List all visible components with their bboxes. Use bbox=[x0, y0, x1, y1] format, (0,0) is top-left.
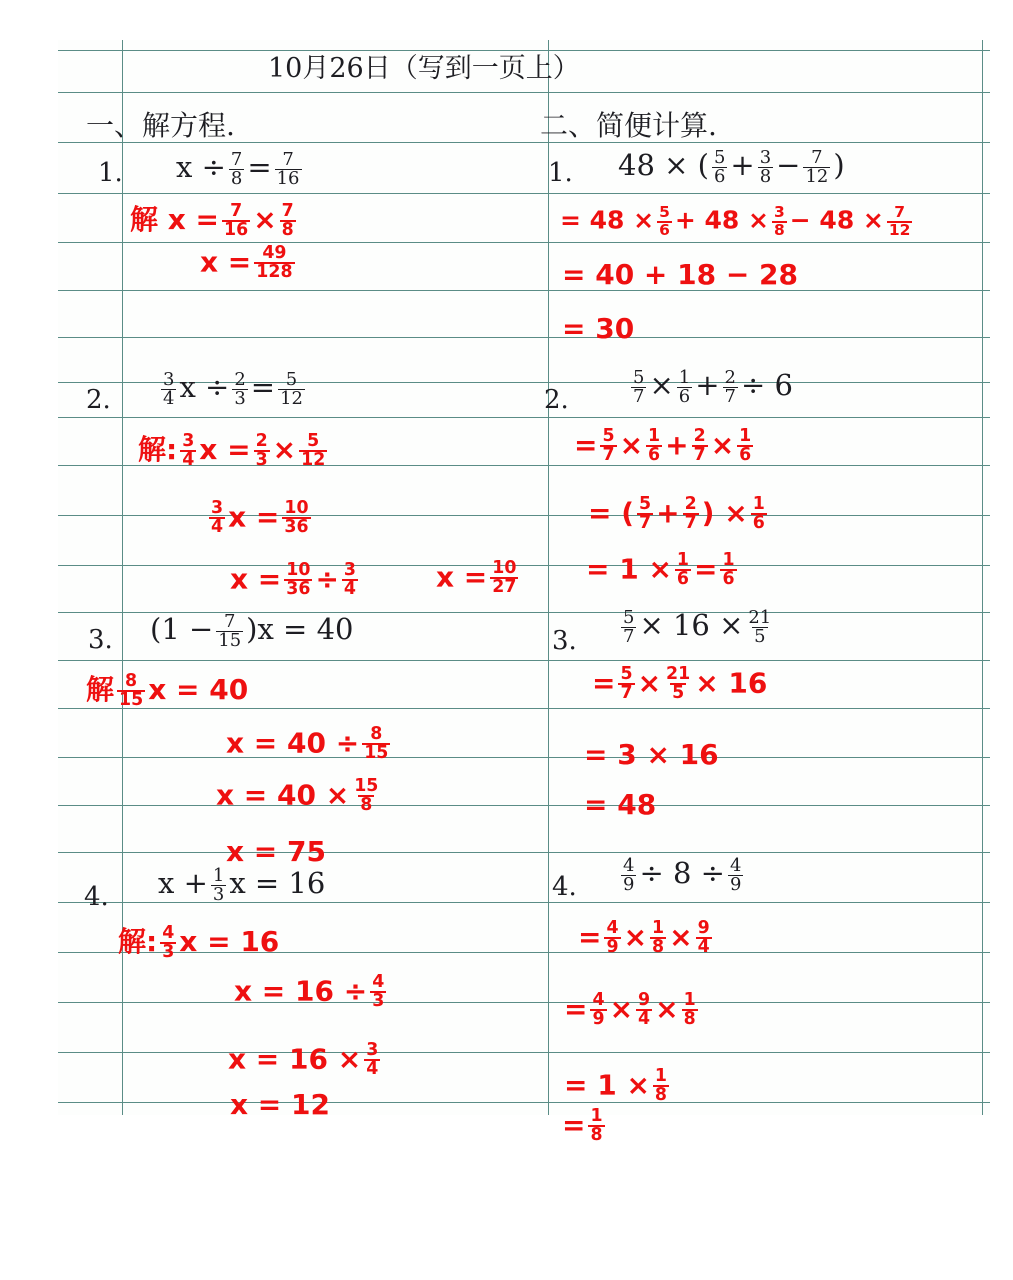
fraction: $\frac{7}{12}$ bbox=[805, 146, 829, 187]
ruled-line bbox=[58, 1002, 990, 1003]
ruled-line bbox=[58, 757, 990, 758]
solution-line: 解 x = $\frac{7}{16}$ × $\frac{7}{8}$ bbox=[130, 200, 294, 240]
equation: x + $\frac{1}{3}$ x = 16 bbox=[158, 864, 326, 905]
fraction: $\frac{1}{8}$ bbox=[654, 1066, 667, 1106]
fraction: $\frac{1}{6}$ bbox=[752, 494, 765, 534]
equation: (1 − $\frac{7}{15}$ )x = 40 bbox=[150, 610, 354, 651]
ruled-line bbox=[58, 193, 990, 194]
fraction: $\frac{5}{6}$ bbox=[713, 146, 726, 187]
fraction: $\frac{10}{27}$ bbox=[492, 558, 517, 598]
solution-line: $\frac{3}{4}$ x = $\frac{10}{36}$ bbox=[211, 498, 309, 538]
ruled-line bbox=[58, 337, 990, 338]
fraction: $\frac{2}{7}$ bbox=[724, 366, 736, 407]
fraction: $\frac{3}{4}$ bbox=[211, 498, 224, 538]
fraction: $\frac{3}{8}$ bbox=[759, 146, 772, 187]
page-title: 10月26日（写到一页上） bbox=[268, 53, 580, 84]
ruled-line bbox=[58, 805, 990, 806]
ruled-line bbox=[58, 565, 990, 566]
problem-number: 3. bbox=[88, 625, 113, 655]
right-margin-line bbox=[982, 40, 983, 1115]
ruled-line bbox=[58, 417, 990, 418]
solution-line: x = $\frac{10}{36}$ ÷ $\frac{3}{4}$ bbox=[230, 560, 357, 600]
solution-line: 解: $\frac{4}{3}$ x = 16 bbox=[118, 922, 280, 962]
solution-line: x = 12 bbox=[230, 1088, 330, 1115]
fraction: $\frac{2}{7}$ bbox=[693, 426, 706, 466]
fraction: $\frac{1}{8}$ bbox=[652, 918, 665, 958]
fraction: $\frac{5}{7}$ bbox=[620, 664, 633, 704]
step-line: = 40 + 18 − 28 bbox=[562, 258, 799, 291]
ruled-line bbox=[58, 660, 990, 661]
left-section-heading: 一、解方程. bbox=[86, 109, 235, 142]
right-section-heading: 二、简便计算. bbox=[540, 109, 717, 142]
solution-line: x = 40 × $\frac{15}{8}$ bbox=[216, 776, 379, 816]
fraction: $\frac{1}{6}$ bbox=[648, 426, 661, 466]
fraction: $\frac{10}{36}$ bbox=[286, 560, 311, 600]
step-line: = $\frac{4}{9}$ × $\frac{9}{4}$ × $\frac{1}{8}$ bbox=[564, 990, 696, 1030]
solution-line: 解: $\frac{3}{4}$ x = $\frac{2}{3}$ × $\frac{5}{12}$ bbox=[138, 430, 326, 470]
solution-line: x = $\frac{10}{27}$ bbox=[436, 558, 517, 598]
solution-line: x = 40 ÷ $\frac{8}{15}$ bbox=[226, 724, 389, 764]
solution-line: x = $\frac{49}{128}$ bbox=[200, 243, 293, 283]
fraction: $\frac{49}{128}$ bbox=[256, 243, 293, 283]
fraction: $\frac{7}{16}$ bbox=[224, 200, 249, 240]
fraction: $\frac{9}{4}$ bbox=[638, 990, 651, 1030]
fraction: $\frac{5}{7}$ bbox=[602, 426, 615, 466]
step-line: = 48 bbox=[584, 788, 657, 821]
ruled-line bbox=[58, 242, 990, 243]
problem-number: 4. bbox=[552, 872, 577, 902]
fraction: $\frac{1}{6}$ bbox=[676, 550, 689, 590]
fraction: $\frac{3}{4}$ bbox=[366, 1040, 379, 1080]
fraction: $\frac{15}{8}$ bbox=[354, 776, 379, 816]
fraction: $\frac{8}{15}$ bbox=[364, 724, 389, 764]
solution-line: x = 75 bbox=[226, 835, 326, 868]
step-line: = $\frac{1}{8}$ bbox=[562, 1106, 603, 1146]
expression: $\frac{4}{9}$ ÷ 8 ÷ $\frac{4}{9}$ bbox=[623, 854, 742, 895]
ruled-line bbox=[58, 290, 990, 291]
step-line: = $\frac{5}{7}$ × $\frac{1}{6}$ + $\frac{2}{7}$ × $\frac{1}{6}$ bbox=[574, 426, 752, 466]
step-line: = $\frac{4}{9}$ × $\frac{1}{8}$ × $\frac{9}{4}$ bbox=[578, 918, 710, 958]
fraction: $\frac{21}{5}$ bbox=[666, 664, 691, 704]
fraction: $\frac{3}{4}$ bbox=[163, 368, 175, 409]
step-line: = 3 × 16 bbox=[584, 738, 719, 771]
fraction: $\frac{5}{6}$ bbox=[659, 203, 670, 239]
fraction: $\frac{7}{12}$ bbox=[888, 203, 911, 239]
problem-number: 2. bbox=[86, 385, 111, 415]
fraction: $\frac{3}{4}$ bbox=[182, 430, 195, 470]
ruled-line bbox=[58, 1102, 990, 1103]
fraction: $\frac{5}{12}$ bbox=[280, 368, 303, 409]
problem-number: 1. bbox=[98, 158, 123, 188]
step-line: = $\frac{5}{7}$ × $\frac{21}{5}$ × 16 bbox=[592, 664, 768, 704]
fraction: $\frac{7}{16}$ bbox=[276, 148, 300, 189]
fraction: $\frac{3}{8}$ bbox=[773, 203, 785, 239]
fraction: $\frac{2}{3}$ bbox=[234, 368, 246, 409]
fraction: $\frac{1}{6}$ bbox=[722, 550, 735, 590]
problem-number: 3. bbox=[552, 626, 577, 656]
fraction: $\frac{1}{3}$ bbox=[212, 864, 225, 905]
step-line: = 1 × $\frac{1}{8}$ bbox=[564, 1066, 667, 1106]
fraction: $\frac{1}{8}$ bbox=[683, 990, 696, 1030]
problem-number: 1. bbox=[548, 158, 573, 188]
fraction: $\frac{1}{6}$ bbox=[739, 426, 752, 466]
problem-number: 2. bbox=[544, 385, 569, 415]
ruled-line bbox=[58, 852, 990, 853]
fraction: $\frac{21}{5}$ bbox=[748, 606, 772, 647]
fraction: $\frac{10}{36}$ bbox=[284, 498, 309, 538]
solution-line: 解 $\frac{8}{15}$ x = 40 bbox=[86, 670, 249, 710]
expression: $\frac{5}{7}$ × 16 × $\frac{21}{5}$ bbox=[623, 606, 772, 647]
fraction: $\frac{5}{7}$ bbox=[639, 494, 652, 534]
solution-line: x = 16 ÷ $\frac{4}{3}$ bbox=[234, 972, 385, 1012]
fraction: $\frac{4}{9}$ bbox=[606, 918, 619, 958]
solution-line: x = 16 × $\frac{3}{4}$ bbox=[228, 1040, 379, 1080]
fraction: $\frac{1}{6}$ bbox=[678, 366, 691, 407]
ruled-line bbox=[58, 515, 990, 516]
step-line: = 30 bbox=[562, 312, 635, 345]
expression: 48 × ( $\frac{5}{6}$ + $\frac{3}{8}$ − $\frac{7}{12}$ ) bbox=[618, 146, 845, 187]
fraction: $\frac{4}{9}$ bbox=[592, 990, 605, 1030]
fraction: $\frac{2}{3}$ bbox=[255, 430, 268, 470]
fraction: $\frac{8}{15}$ bbox=[119, 670, 144, 710]
fraction: $\frac{4}{3}$ bbox=[162, 922, 175, 962]
fraction: $\frac{7}{8}$ bbox=[281, 200, 294, 240]
step-line: = 48 × $\frac{5}{6}$ + 48 × $\frac{3}{8}$ − 48 × $\frac{7}{12}$ bbox=[560, 203, 911, 239]
step-line: = 1 × $\frac{1}{6}$ = $\frac{1}{6}$ bbox=[586, 550, 735, 590]
fraction: $\frac{5}{7}$ bbox=[633, 366, 645, 407]
fraction: $\frac{4}{9}$ bbox=[729, 854, 742, 895]
ruled-line bbox=[58, 1052, 990, 1053]
fraction: $\frac{9}{4}$ bbox=[697, 918, 710, 958]
center-divider-line bbox=[548, 40, 549, 1115]
expression: $\frac{5}{7}$ × $\frac{1}{6}$ + $\frac{2}{7}$ ÷ 6 bbox=[633, 366, 793, 407]
fraction: $\frac{5}{12}$ bbox=[301, 430, 326, 470]
equation: $\frac{3}{4}$ x ÷ $\frac{2}{3}$ = $\frac{5}{12}$ bbox=[163, 368, 303, 409]
fraction: $\frac{7}{8}$ bbox=[230, 148, 243, 189]
fraction: $\frac{4}{9}$ bbox=[623, 854, 635, 895]
fraction: $\frac{7}{15}$ bbox=[218, 610, 242, 651]
problem-number: 4. bbox=[84, 882, 109, 912]
fraction: $\frac{2}{7}$ bbox=[684, 494, 697, 534]
equation: x ÷ $\frac{7}{8}$ = $\frac{7}{16}$ bbox=[176, 148, 300, 189]
fraction: $\frac{1}{8}$ bbox=[590, 1106, 603, 1146]
notebook-page bbox=[58, 40, 990, 1115]
step-line: = ( $\frac{5}{7}$ + $\frac{2}{7}$ ) × $\frac{1}{6}$ bbox=[588, 494, 765, 534]
fraction: $\frac{3}{4}$ bbox=[343, 560, 357, 600]
fraction: $\frac{5}{7}$ bbox=[623, 606, 635, 647]
fraction: $\frac{4}{3}$ bbox=[372, 972, 385, 1012]
ruled-line bbox=[58, 92, 990, 93]
